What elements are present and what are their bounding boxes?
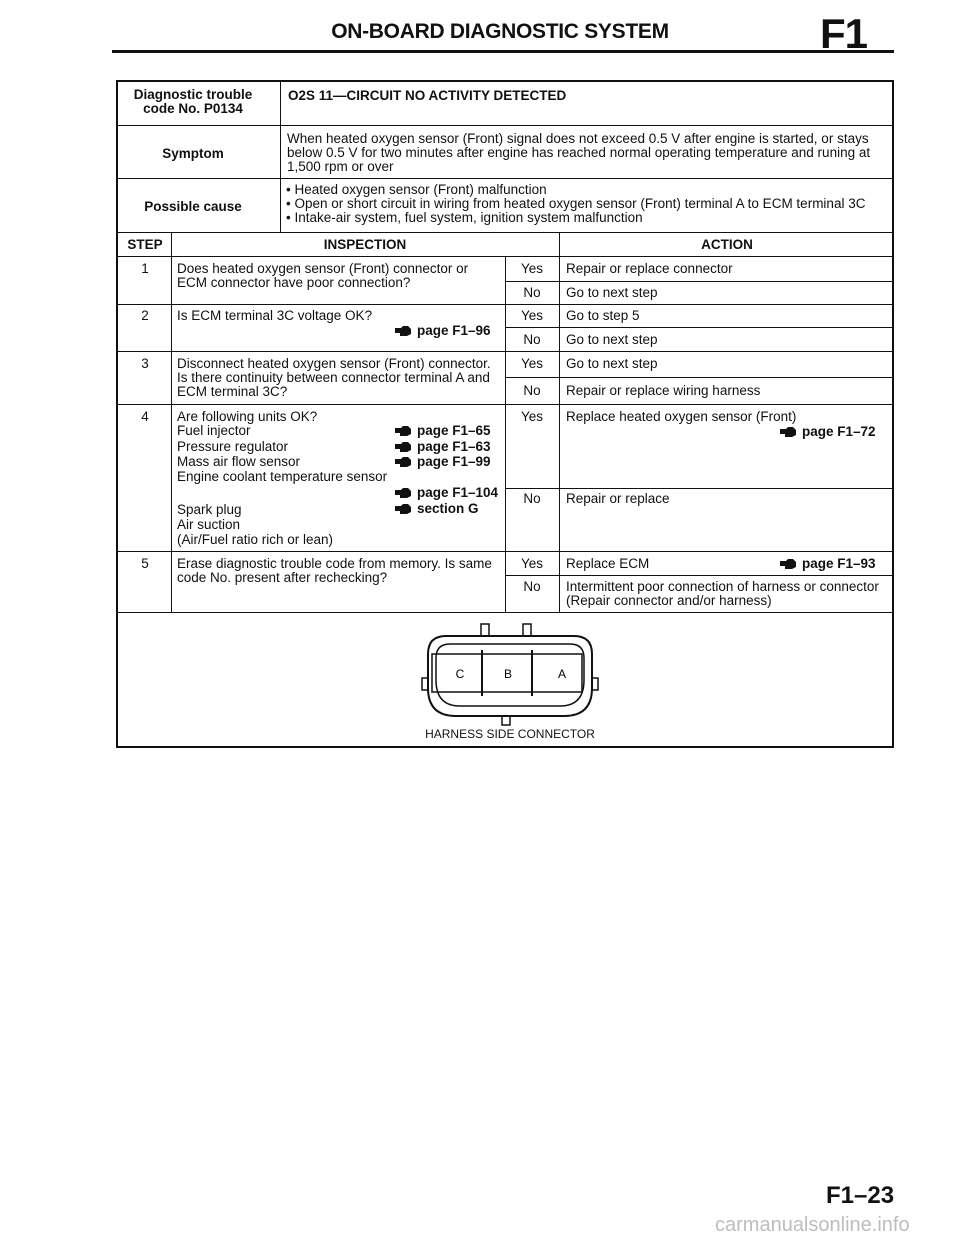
yes-action: Replace ECM	[566, 556, 650, 571]
header-rule	[112, 50, 894, 53]
column-header-action: ACTION	[701, 237, 753, 252]
no-label: No	[523, 491, 541, 506]
divider	[505, 281, 894, 282]
page-reference: page F1–63	[395, 440, 491, 454]
divider	[505, 377, 894, 378]
no-label: No	[523, 332, 541, 347]
step-number: 1	[141, 261, 149, 276]
no-action: Repair or replace wiring harness	[566, 383, 761, 398]
unit-name: Spark plug	[177, 502, 242, 517]
step-number: 4	[141, 409, 149, 424]
no-label: No	[523, 579, 541, 594]
divider	[505, 488, 894, 489]
step-inspection: Does heated oxygen sensor (Front) connector or ECM connector have poor connection?	[177, 261, 469, 290]
no-action: Go to next step	[566, 285, 658, 300]
no-label: No	[523, 383, 541, 398]
list-item: • Intake-air system, fuel system, ignition system malfunction	[286, 210, 643, 225]
terminal-a: A	[557, 667, 567, 681]
page-reference: page F1–72	[780, 425, 876, 439]
dtc-label: Diagnostic trouble code No. P0134	[133, 87, 253, 116]
possible-cause-label: Possible cause	[144, 199, 242, 214]
unit-name: Mass air flow sensor	[177, 454, 301, 469]
pointing-hand-icon	[395, 426, 411, 436]
yes-label: Yes	[520, 556, 544, 571]
no-action: Intermittent poor connection of harness or connector (Repair connector and/or harness)	[566, 579, 879, 608]
no-action: Repair or replace	[566, 491, 670, 506]
yes-label: Yes	[520, 261, 544, 276]
step-number: 2	[141, 308, 149, 323]
column-header-step: STEP	[127, 237, 163, 252]
divider	[116, 612, 894, 613]
terminal-b: B	[503, 667, 513, 681]
divider	[116, 232, 894, 233]
page-reference: page F1–104	[395, 486, 498, 500]
yes-label: Yes	[520, 409, 544, 424]
unit-name: Air suction	[177, 517, 241, 532]
yes-label: Yes	[520, 308, 544, 323]
unit-name: Fuel injector	[177, 423, 251, 438]
yes-action: Go to step 5	[566, 308, 640, 323]
step-inspection: Is ECM terminal 3C voltage OK?	[177, 308, 373, 323]
list-item: • Open or short circuit in wiring from heated oxygen sensor (Front) terminal A to ECM terminal 3C	[286, 196, 866, 211]
pointing-hand-icon	[780, 427, 796, 437]
no-label: No	[523, 285, 541, 300]
unit-name: Pressure regulator	[177, 439, 289, 454]
divider	[505, 327, 894, 328]
yes-action: Replace heated oxygen sensor (Front)	[566, 409, 797, 424]
no-action: Go to next step	[566, 332, 658, 347]
yes-label: Yes	[520, 356, 544, 371]
symptom-label: Symptom	[162, 146, 224, 161]
divider	[559, 232, 560, 612]
terminal-c: C	[455, 667, 465, 681]
step-inspection-intro: Are following units OK?	[177, 409, 318, 424]
symptom-text: When heated oxygen sensor (Front) signal does not exceed 0.5 V after engine is started, or stays below 0.5 V for two minutes after engine has reached normal operating temperature and runing at 1,500 rpm or over	[287, 131, 871, 174]
page-reference: page F1–96	[395, 324, 491, 338]
pointing-hand-icon	[395, 504, 411, 514]
page-reference: section G	[395, 502, 479, 516]
dtc-title: O2S 11—CIRCUIT NO ACTIVITY DETECTED	[288, 88, 567, 103]
step-inspection: Erase diagnostic trouble code from memory. Is same code No. present after rechecking?	[177, 556, 492, 585]
column-header-inspection: INSPECTION	[323, 237, 407, 252]
yes-action: Repair or replace connector	[566, 261, 733, 276]
pointing-hand-icon	[395, 457, 411, 467]
page-number: F1–23	[826, 1182, 895, 1209]
unit-name: Engine coolant temperature sensor	[177, 469, 388, 484]
page-reference: page F1–65	[395, 424, 491, 438]
page-title: ON-BOARD DIAGNOSTIC SYSTEM	[331, 20, 669, 43]
pointing-hand-icon	[395, 488, 411, 498]
list-item: • Heated oxygen sensor (Front) malfunction	[286, 182, 547, 197]
pointing-hand-icon	[780, 559, 796, 569]
pointing-hand-icon	[395, 442, 411, 452]
watermark: carmanualsonline.info	[715, 1214, 910, 1236]
divider	[116, 178, 894, 179]
step-number: 5	[141, 556, 149, 571]
diagram-caption: HARNESS SIDE CONNECTOR	[425, 727, 595, 741]
page-reference: page F1–99	[395, 455, 491, 469]
page-reference: page F1–93	[780, 557, 876, 571]
section-code: F1	[820, 10, 868, 57]
pointing-hand-icon	[395, 326, 411, 336]
step-note: (Air/Fuel ratio rich or lean)	[177, 532, 334, 547]
divider	[116, 125, 894, 126]
yes-action: Go to next step	[566, 356, 658, 371]
step-number: 3	[141, 356, 149, 371]
divider	[505, 575, 894, 576]
divider	[280, 80, 281, 232]
step-inspection: Disconnect heated oxygen sensor (Front) connector. Is there continuity between connector terminal A and ECM terminal 3C?	[177, 356, 491, 399]
possible-cause-list	[286, 183, 865, 225]
